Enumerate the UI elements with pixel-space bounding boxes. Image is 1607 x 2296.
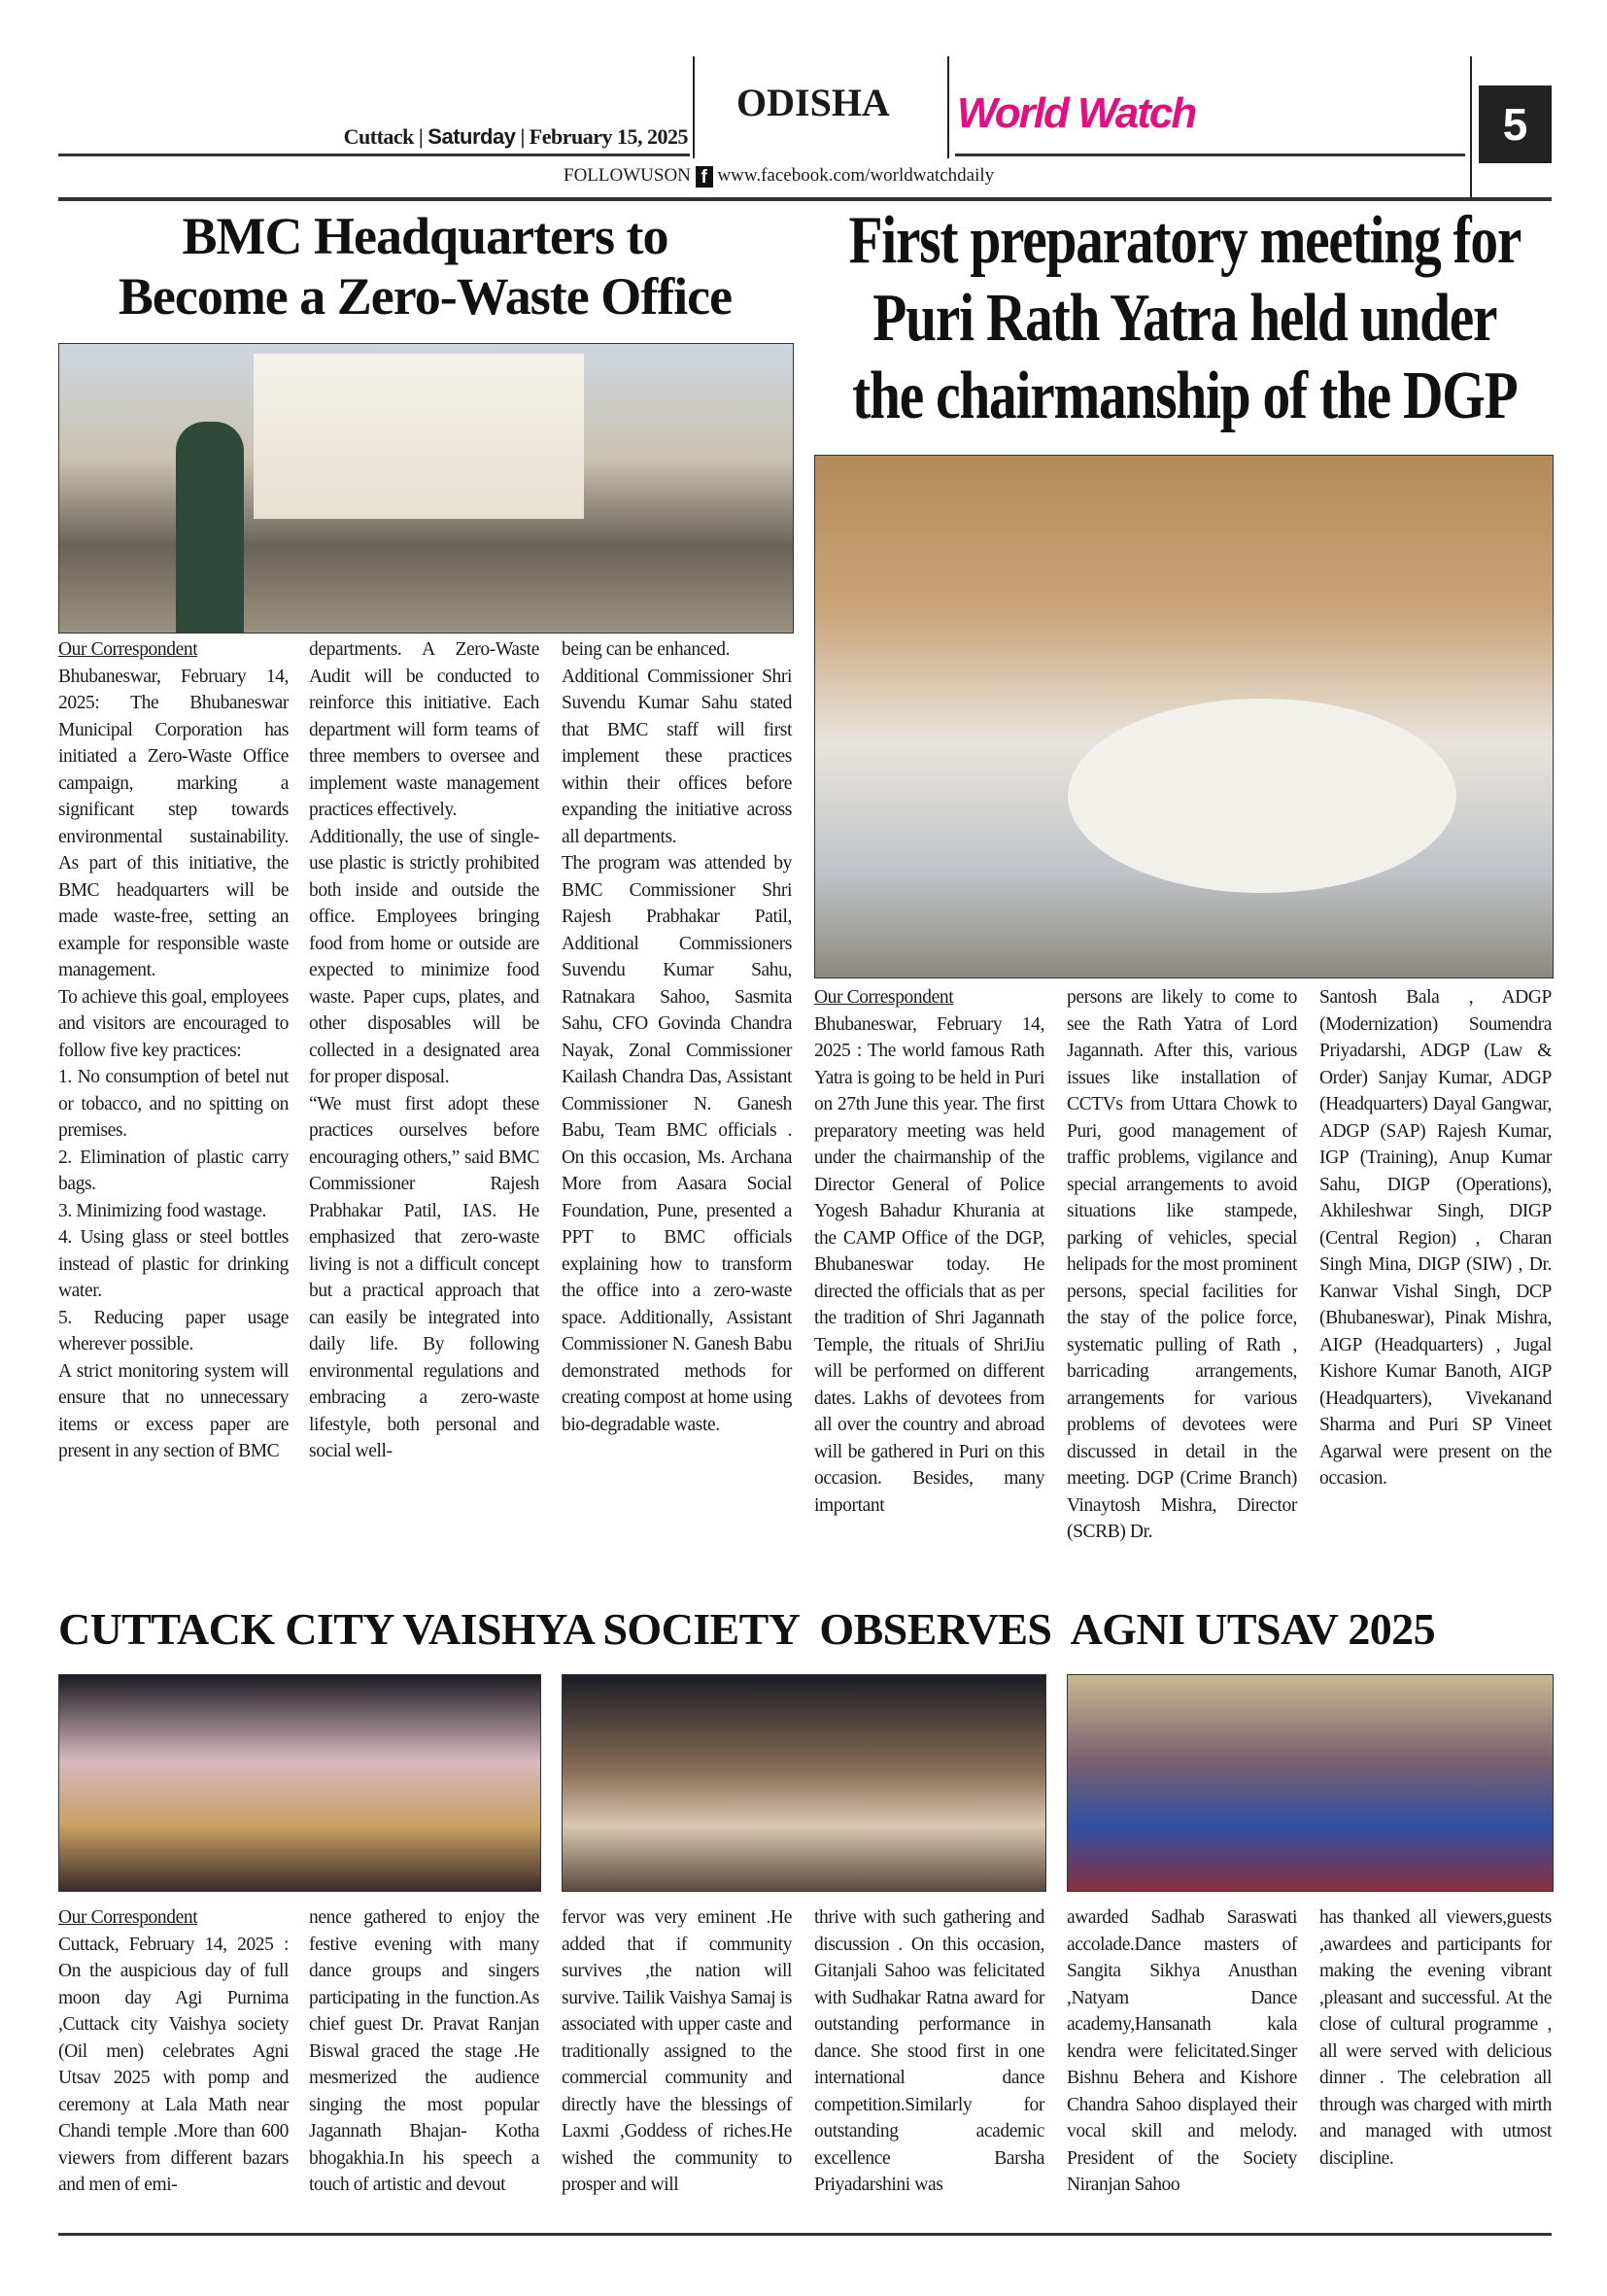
bmc-column-1 xyxy=(58,636,289,1465)
paragraph: persons are likely to come to see the Rath Yatra of Lord Jagannath. After this, various issues like installation of CCTVs from Uttara Chowk to Puri, good management of traffic problems, vigilance and special arrangements to avoid situations like stampede, parking of vehicles, special helipads for the most prominent persons, special facilities for the stay of the police force, systematic pulling of Rath , barricading arrangements, arrangements for various problems of devotees were discussed in detail in the meeting. DGP (Crime Branch) Vinaytosh Mishra, Director (SCRB) Dr. xyxy=(1067,987,1297,1542)
paragraph: Additionally, the use of single-use plastic is strictly prohibited both inside and outside the office. Employees bringing food from home or outside are expected to minimize food waste. Paper cups, plates, and other disposables will be collected in a designated area for proper disposal. xyxy=(309,826,539,1087)
masthead-rule-right xyxy=(955,154,1465,156)
paragraph: 4. Using glass or steel bottles instead of plastic for drinking water. xyxy=(58,1227,289,1301)
bmc-column-3 xyxy=(562,636,792,1438)
paragraph: The program was attended by BMC Commissioner Shri Rajesh Prabhakar Patil, Additional Commissioners Suvendu Kumar Sahu, Ratnakara Sahoo, Sasmita Sahu, CFO Govinda Chandra Nayak, Zonal Commissioner Kailash Chandra Das, Assistant Commissioner N. Ganesh Babu, Team BMC officials . On this occasion, Ms. Archana More from Aasara Social Foundation, Pune, presented a PPT to BMC officials explaining how to transform the office into a zero-waste space. Additionally, Assistant Commissioner N. Ganesh Babu demonstrated methods for creating compost at home using bio-degradable waste. xyxy=(562,853,792,1435)
agni-headline: CUTTACK CITY VAISHYA SOCIETY OBSERVES AGNI UTSAV 2025 xyxy=(58,1604,1435,1654)
paragraph: departments. A Zero-Waste Audit will be conducted to reinforce this initiative. Each department will form teams of three members to oversee and implement waste management practices effectively. xyxy=(309,639,539,820)
paragraph: Additional Commissioner Shri Suvendu Kumar Sahu stated that BMC staff will first implement these practices within their offices before expanding the initiative across all departments. xyxy=(562,666,792,847)
paragraph: Santosh Bala , ADGP (Modernization) Soumendra Priyadarshi, ADGP (Law & Order) Sanjay Kumar, ADGP (Headquarters) Dayal Gangwar, ADGP (SAP) Rajesh Kumar, IGP (Training), Anup Kumar Sahu, DIGP (Operations), Akhileshwar Singh, DIGP (Central Region) , Charan Singh Mina, DIGP (SIW) , Dr. Kanwar Vishal Singh, DCP (Bhubaneswar), Pinak Mishra, AIGP (Headquarters) , Jugal Kishore Kumar Banoth, AIGP (Headquarters), Vivekanand Sharma and Puri SP Vineet Agarwal were present on the occasion. xyxy=(1319,987,1552,1489)
bmc-column-2 xyxy=(309,636,539,1465)
agni-column-3 xyxy=(562,1904,792,2199)
paragraph: 5. Reducing paper usage wherever possible. xyxy=(58,1307,289,1354)
dateline-date: February 15, 2025 xyxy=(529,124,688,149)
audience-photo xyxy=(562,1674,1046,1892)
paragraph: awarded Sadhab Saraswati accolade.Dance masters of Sangita Sikhya Anusthan ,Natyam Dance academy,Hansanath kala kendra were felicitated.Singer Bishnu Behera and Kishore Chandra Sahoo displayed their vocal skill and melody. President of the Society Niranjan Sahoo xyxy=(1067,1907,1297,2195)
dateline: Cuttack | Saturday | February 15, 2025 xyxy=(343,124,688,149)
headline-line: First preparatory meeting for xyxy=(848,203,1522,278)
byline: Our Correspondent xyxy=(58,1907,198,1928)
facebook-link[interactable]: www.facebook.com/worldwatchdaily xyxy=(717,165,995,186)
headline-line: BMC Headquarters to xyxy=(182,207,668,265)
paragraph: Cuttack, February 14, 2025 : On the auspicious day of full moon day Agi Purnima ,Cuttack city Vaishya society (Oil men) celebrates Agni Utsav 2025 with pomp and ceremony at Lala Math near Chandi temple .More than 600 viewers from different bazars and men of emi- xyxy=(58,1934,289,2195)
agni-column-4 xyxy=(814,1904,1044,2199)
rath-column-2 xyxy=(1067,984,1297,1546)
bmc-headline xyxy=(58,206,792,326)
paragraph: 2. Elimination of plastic carry bags. xyxy=(58,1147,289,1194)
divider xyxy=(693,56,695,158)
agni-column-2 xyxy=(309,1904,539,2199)
bmc-presentation-photo xyxy=(58,343,794,634)
paragraph: 3. Minimizing food wastage. xyxy=(58,1200,266,1221)
masthead-rule-left xyxy=(58,154,690,156)
headline-line: Become a Zero-Waste Office xyxy=(118,267,733,326)
rath-column-3 xyxy=(1319,984,1552,1492)
conference-table xyxy=(1068,699,1456,893)
page-bottom-rule xyxy=(58,2233,1552,2236)
paragraph: nence gathered to enjoy the festive evening with many dance groups and singers participating in the function.As chief guest Dr. Pravat Ranjan Biswal graced the stage .He mesmerized the audience singing the most popular Jagannath Bhajan- Kotha bhogakhia.In his speech a touch of artistic and devout xyxy=(309,1907,539,2195)
divider xyxy=(1470,56,1472,197)
paragraph: To achieve this goal, employees and visitors are encouraged to follow five key practices: xyxy=(58,986,289,1061)
paragraph: has thanked all viewers,guests ,awardees and participants for making the evening vibrant ,pleasant and successful. At the close of cultural programme , all were served with delicious dinner . The celebration all through was charged with mirth and managed with utmost discipline. xyxy=(1319,1907,1552,2169)
paragraph: “We must first adopt these practices ourselves before encouraging others,” said BMC Commissioner Rajesh Prabhakar Patil, IAS. He emphasized that zero-waste living is not a difficult concept but a practical approach that can easily be integrated into daily life. By following environmental regulations and embracing a zero-waste lifestyle, both personal and social well- xyxy=(309,1093,539,1461)
follow-label: FOLLOWUSON xyxy=(564,165,691,186)
dateline-city: Cuttack xyxy=(343,124,414,149)
headline-line: the chairmanship of the DGP xyxy=(852,359,1518,433)
rath-column-1 xyxy=(814,984,1044,1519)
facebook-icon: f xyxy=(696,166,713,188)
paragraph: being can be enhanced. xyxy=(562,639,731,660)
section-title: ODISHA xyxy=(736,81,890,124)
byline: Our Correspondent xyxy=(814,987,954,1008)
dgp-meeting-photo xyxy=(814,455,1554,978)
headline-line: Puri Rath Yatra held under xyxy=(872,281,1497,356)
dateline-day: Saturday xyxy=(427,124,516,149)
paragraph: 1. No consumption of betel nut or tobacco, and no spitting on premises. xyxy=(58,1067,289,1141)
speaker-figure xyxy=(176,422,244,633)
rath-headline xyxy=(814,202,1556,435)
agni-column-1 xyxy=(58,1904,289,2199)
paragraph: Bhubaneswar, February 14, 2025 : The world famous Rath Yatra is going to be held in Puri on 27th June this year. The first preparatory meeting was held under the chairmanship of the Director General of Police Yogesh Bahadur Khurania at the CAMP Office of the DGP, Bhubaneswar today. He directed the officials that as per the tradition of Shri Jagannath Temple, the rituals of ShriJiu will be performed on different dates. Lakhs of devotees from all over the country and abroad will be gathered in Puri on this occasion. Besides, many important xyxy=(814,1013,1044,1516)
paragraph: thrive with such gathering and discussion . On this occasion, Gitanjali Sahoo was felicitated with Sudhakar Ratna award for outstanding performance in dance. She stood first in one international dance competition.Similarly for outstanding academic excellence Barsha Priyadarshini was xyxy=(814,1907,1044,2195)
masthead-bottom-rule xyxy=(58,197,1552,201)
follow-line xyxy=(564,165,994,188)
paragraph: A strict monitoring system will ensure that no unnecessary items or excess paper are present in any section of BMC xyxy=(58,1360,289,1461)
paragraph: fervor was very eminent .He added that if community survives ,the nation will survive. Tailik Vaishya Samaj is associated with upper caste and traditionally assigned to the commercial community and directly have the blessings of Laxmi ,Goddess of riches.He wished the community to prosper and will xyxy=(562,1907,792,2195)
page-number-text: 5 xyxy=(1502,99,1528,150)
byline: Our Correspondent xyxy=(58,639,198,660)
agni-column-6 xyxy=(1319,1904,1552,2172)
world-watch-logo: World Watch xyxy=(957,89,1196,137)
stage-photo xyxy=(58,1674,541,1892)
projector-screen xyxy=(254,354,584,519)
page-number xyxy=(1479,86,1552,163)
divider xyxy=(947,56,949,158)
agni-column-5 xyxy=(1067,1904,1297,2199)
crowd-photo xyxy=(1067,1674,1554,1892)
paragraph: Bhubaneswar, February 14, 2025: The Bhubaneswar Municipal Corporation has initiated a Zero-Waste Office campaign, marking a significant step towards environmental sustainability. As part of this initiative, the BMC headquarters will be made waste-free, setting an example for responsible waste management. xyxy=(58,666,289,980)
